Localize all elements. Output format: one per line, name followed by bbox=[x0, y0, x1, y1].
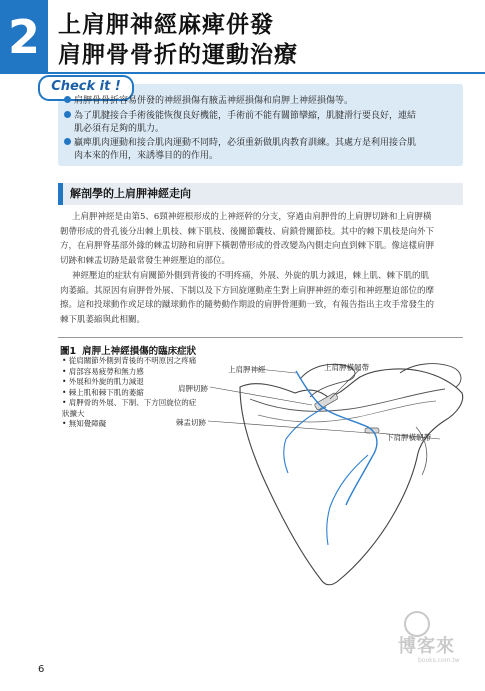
paragraph-line: 切跡和棘盂切跡是最常發生神經壓迫的部位。 bbox=[60, 256, 231, 267]
section-marker bbox=[58, 183, 63, 205]
label-scapular-notch: 肩胛切跡 bbox=[178, 384, 208, 393]
check-it-label: Check it ! bbox=[51, 79, 121, 94]
scapula-illustration bbox=[200, 355, 480, 590]
label-lower-transverse-ligament: 下肩胛橫韌帶 bbox=[386, 433, 431, 442]
bullet-icon bbox=[64, 96, 71, 103]
leader-scapular-notch bbox=[210, 387, 312, 405]
section-title: 解剖學的上肩胛神經走向 bbox=[70, 187, 191, 200]
check-item-3 bbox=[64, 137, 460, 150]
paragraph-line: 擦。這和投球動作或足球的蹴球動作的隨勢動作期設的肩胛骨運動一致，有報告指出主攻手常發生的 bbox=[60, 300, 435, 311]
paragraph-line: 肉萎縮。其原因有肩胛骨外展、下制以及下方回旋運動產生對上肩胛神經的牽引和神經壓迫部位的摩 bbox=[60, 285, 435, 296]
label-suprascapular-nerve: 上肩胛神經 bbox=[228, 365, 266, 374]
check-item-3-cont: 肉本來的作用，來誘導目的的作用。 bbox=[74, 151, 219, 161]
paragraph-line: 棘下肌萎縮與此相關。 bbox=[60, 314, 146, 325]
figure-divider bbox=[58, 337, 463, 338]
title-divider bbox=[0, 72, 485, 74]
check-item-1 bbox=[64, 95, 460, 108]
suprascapular-nerve bbox=[296, 371, 377, 505]
check-item-2 bbox=[64, 110, 460, 123]
page-title-line2: 肩胛骨骨折的運動治療 bbox=[58, 42, 298, 68]
symptom-item: • 無知覺障礙 bbox=[62, 419, 107, 428]
paragraph-line: 上肩胛神經是由第5、6頸神經根形成的上神經幹的分支，穿過由肩胛骨的上肩胛切跡和上肩胛橫 bbox=[72, 212, 432, 222]
chapter-number: 2 bbox=[7, 10, 40, 64]
figure-number: 圖1 bbox=[60, 346, 77, 357]
paragraph-line: 神經壓迫的症狀有肩關節外側到背後的不明疼痛，外展、外旋的肌力減退，棘上肌、棘下肌的肌 bbox=[72, 270, 430, 281]
leader-spinoglenoid-notch bbox=[208, 421, 370, 433]
page-number: 6 bbox=[38, 664, 45, 675]
figure-title: 肩胛上神經損傷的臨床症狀 bbox=[82, 346, 197, 357]
nerve-branch-infraspinatus bbox=[327, 455, 368, 545]
label-upper-transverse-ligament: 上肩胛橫韌帶 bbox=[324, 363, 369, 372]
scapula-outline bbox=[240, 369, 463, 585]
check-item-text: 為了肌腱接合手術後能恢復良好機能，手術前不能有關節攣縮，肌腱滑行要良好，連結 bbox=[74, 111, 417, 121]
symptom-item: • 肩部容易疲勞和無力感 bbox=[62, 366, 144, 376]
nerve-branch-supraspinatus bbox=[284, 407, 326, 473]
bullet-icon bbox=[64, 138, 71, 145]
scapular-spine bbox=[250, 389, 445, 411]
paragraph-line: 方，在肩胛脊基部外緣的棘盂切跡和肩胛下橫韌帶形成的骨改變為內側走向直到棘下肌。像這樣肩胛 bbox=[60, 241, 435, 252]
check-item-text: 贏痺肌肉運動和接合肌肉運動不同時，必須重新做肌肉教育訓練。其處方是利用接合肌 bbox=[74, 138, 417, 148]
page-title-line1: 上肩胛神經麻痺併發 bbox=[58, 12, 274, 38]
check-item-text: 肩胛骨骨折容易併發的神經損傷有腋盂神經損傷和肩胛上神經損傷等。 bbox=[74, 96, 354, 106]
symptom-item: • 從肩關節外側到背後的不明原因之疼痛 bbox=[62, 356, 197, 365]
label-spinoglenoid-notch: 棘盂切跡 bbox=[176, 418, 206, 427]
bullet-icon bbox=[64, 111, 71, 118]
symptom-item: • 肩胛骨的外展、下制、下方回旋位的症 bbox=[62, 398, 197, 407]
watermark-url: books.com.tw bbox=[418, 657, 460, 664]
symptom-item: 狀擴大 bbox=[62, 408, 85, 418]
check-item-2-cont: 肌必須有足夠的肌力。 bbox=[74, 124, 165, 134]
symptom-item: • 棘上肌和棘下肌的萎縮 bbox=[62, 387, 144, 397]
symptom-item: • 外展和外旋的肌力減退 bbox=[62, 377, 144, 386]
watermark: 博客來 bbox=[398, 636, 455, 657]
paragraph-line: 韌帶形成的骨孔後分出棘上肌枝、棘下肌枝、後關節囊枝、肩鎖骨關節枝。其中的棘下肌枝是向外下 bbox=[60, 226, 435, 237]
figure-caption bbox=[60, 343, 196, 357]
